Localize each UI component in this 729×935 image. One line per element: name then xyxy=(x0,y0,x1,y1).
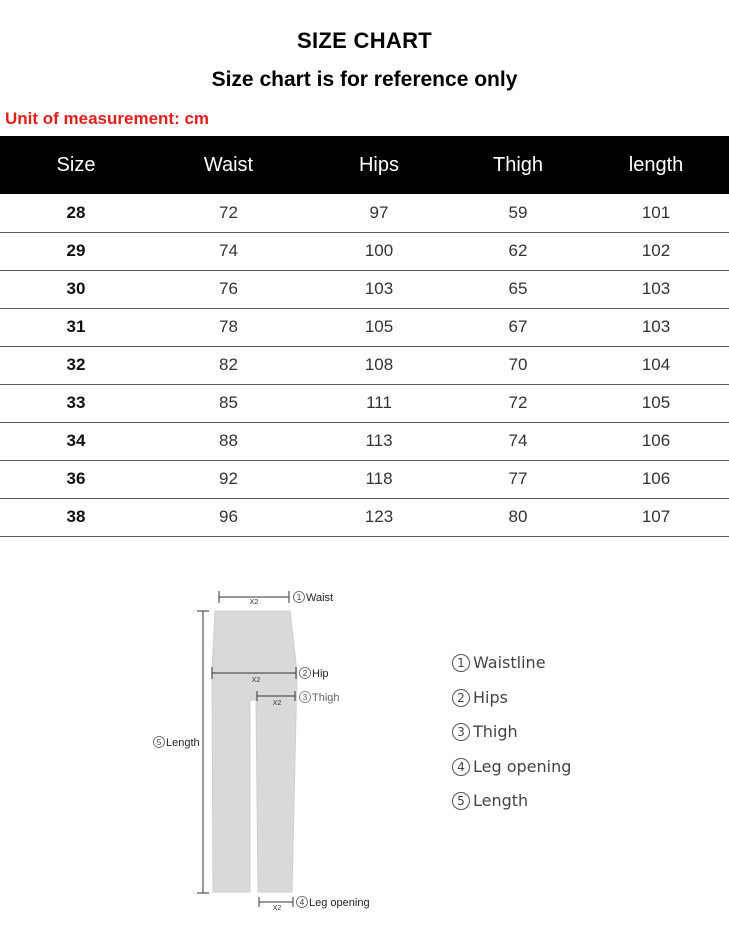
hip-x2-label: X2 xyxy=(251,677,261,684)
legend-label: Length xyxy=(473,791,529,810)
measurement-cell: 104 xyxy=(583,346,729,384)
measurement-cell: 123 xyxy=(305,498,453,536)
size-cell: 32 xyxy=(0,346,152,384)
size-table xyxy=(0,136,729,537)
measurement-cell: 103 xyxy=(583,308,729,346)
measurement-cell: 74 xyxy=(453,422,583,460)
legend-item xyxy=(452,652,571,687)
leg-opening-x2-label: X2 xyxy=(272,905,282,912)
size-cell: 33 xyxy=(0,384,152,422)
measurement-cell: 62 xyxy=(453,232,583,270)
legend-item xyxy=(452,721,571,756)
table-body xyxy=(0,194,729,536)
measurement-cell: 74 xyxy=(152,232,305,270)
svg-text:5: 5 xyxy=(156,738,162,747)
table-header-row xyxy=(0,136,729,194)
measurement-cell: 106 xyxy=(583,460,729,498)
size-cell: 36 xyxy=(0,460,152,498)
page-title: SIZE CHART xyxy=(297,28,432,53)
number-circle-icon: 5 xyxy=(452,792,470,810)
measurement-cell: 101 xyxy=(583,194,729,232)
measurement-cell: 59 xyxy=(453,194,583,232)
measurement-cell: 80 xyxy=(453,498,583,536)
measurement-cell: 70 xyxy=(453,346,583,384)
svg-text:2: 2 xyxy=(302,669,308,678)
thigh-label: Thigh xyxy=(312,692,340,704)
legend-item xyxy=(452,687,571,722)
measurement-cell: 107 xyxy=(583,498,729,536)
legend-label: Thigh xyxy=(473,722,518,741)
measurement-cell: 113 xyxy=(305,422,453,460)
legend-label: Hips xyxy=(473,687,508,707)
measurement-cell: 106 xyxy=(583,422,729,460)
measurement-cell: 85 xyxy=(152,384,305,422)
legend-label: Waistline xyxy=(473,653,546,672)
table-row xyxy=(0,346,729,384)
leg-opening-label: Leg opening xyxy=(309,897,370,909)
measurement-cell: 72 xyxy=(453,384,583,422)
column-header: Waist xyxy=(203,153,254,176)
measurement-cell: 111 xyxy=(305,384,453,422)
measurement-cell: 100 xyxy=(305,232,453,270)
table-row xyxy=(0,194,729,232)
measurement-cell: 103 xyxy=(583,270,729,308)
size-cell: 34 xyxy=(0,422,152,460)
measurement-cell: 65 xyxy=(453,270,583,308)
measurement-cell: 103 xyxy=(305,270,453,308)
column-header: Hips xyxy=(358,153,399,176)
measurement-cell: 76 xyxy=(152,270,305,308)
size-cell: 30 xyxy=(0,270,152,308)
pants-silhouette xyxy=(212,611,297,892)
measurement-cell: 97 xyxy=(305,194,453,232)
number-circle-icon: 3 xyxy=(452,723,470,741)
table-row xyxy=(0,460,729,498)
measurement-cell: 78 xyxy=(152,308,305,346)
column-header: Size xyxy=(56,153,96,176)
page-subtitle: Size chart is for reference only xyxy=(211,68,518,91)
measurement-cell: 82 xyxy=(152,346,305,384)
table-row xyxy=(0,498,729,536)
legend-item xyxy=(452,790,571,825)
hip-label: Hip xyxy=(312,668,329,680)
thigh-x2-label: X2 xyxy=(272,700,282,707)
waist-x2-label: X2 xyxy=(249,599,259,606)
table-row xyxy=(0,384,729,422)
measurement-cell: 108 xyxy=(305,346,453,384)
size-cell: 38 xyxy=(0,498,152,536)
legend-label: Leg opening xyxy=(473,756,572,776)
unit-note: Unit of measurement: cm xyxy=(5,109,210,128)
waist-label: Waist xyxy=(306,592,334,604)
svg-text:1: 1 xyxy=(296,593,302,602)
measurement-cell: 96 xyxy=(152,498,305,536)
length-label: Length xyxy=(166,737,200,749)
table-row xyxy=(0,270,729,308)
table-row xyxy=(0,232,729,270)
measurement-cell: 105 xyxy=(305,308,453,346)
svg-text:3: 3 xyxy=(302,693,308,702)
measurement-cell: 88 xyxy=(152,422,305,460)
measurement-cell: 105 xyxy=(583,384,729,422)
size-cell: 28 xyxy=(0,194,152,232)
column-header: Thigh xyxy=(492,153,544,176)
size-cell: 31 xyxy=(0,308,152,346)
column-header: length xyxy=(628,153,684,176)
measurement-cell: 118 xyxy=(305,460,453,498)
measurement-cell: 67 xyxy=(453,308,583,346)
table-row xyxy=(0,422,729,460)
number-circle-icon: 1 xyxy=(452,654,470,672)
size-cell: 29 xyxy=(0,232,152,270)
number-circle-icon: 2 xyxy=(452,689,470,707)
table-row xyxy=(0,308,729,346)
measurement-cell: 102 xyxy=(583,232,729,270)
measurement-legend xyxy=(452,652,571,825)
pants-measurement-diagram xyxy=(0,560,420,920)
svg-text:4: 4 xyxy=(299,898,305,907)
legend-item xyxy=(452,756,571,791)
measurement-cell: 77 xyxy=(453,460,583,498)
measurement-cell: 92 xyxy=(152,460,305,498)
length-measure-line xyxy=(197,611,209,893)
measurement-cell: 72 xyxy=(152,194,305,232)
number-circle-icon: 4 xyxy=(452,758,470,776)
